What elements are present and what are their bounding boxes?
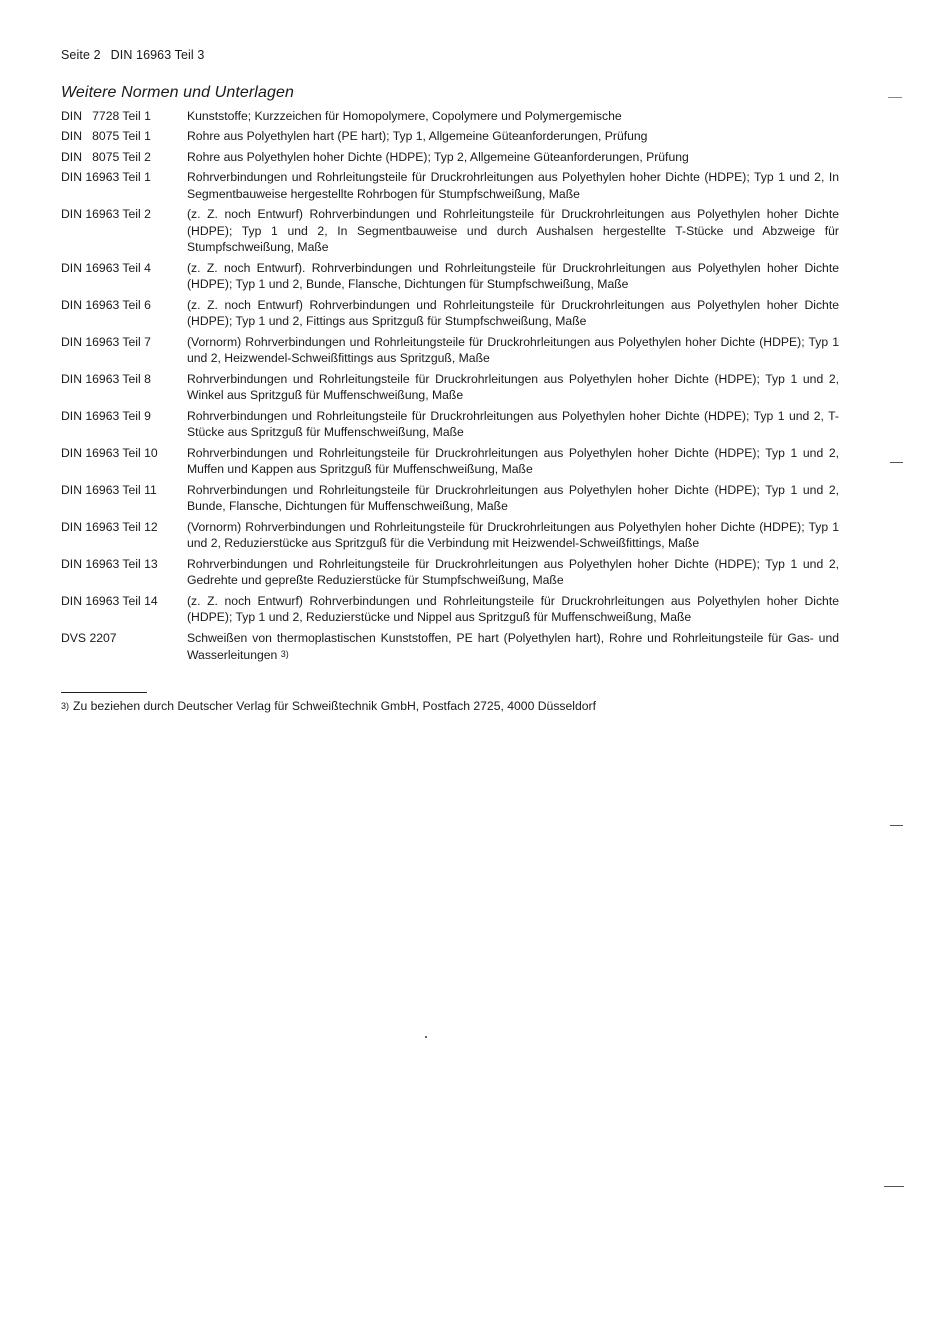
- page-number: Seite 2: [61, 48, 101, 62]
- reference-list: [61, 108, 839, 668]
- reference-text: Schweißen von thermoplastischen Kunststoffen, PE hart (Polyethylen hart), Rohre und Rohrleitungsteile für Gas- und Wasserleitungen: [187, 630, 839, 663]
- reference-code: DIN 16963 Teil 9: [61, 408, 151, 423]
- page-header: [61, 48, 204, 62]
- reference-row: [61, 334, 839, 367]
- reference-row: [61, 630, 839, 664]
- reference-description: (z. Z. noch Entwurf) Rohrverbindungen und Rohrleitungsteile für Druckrohrleitungen aus Polyethylen hoher Dichte (HDPE); Typ 1 und 2, Reduzierstücke und Nippel aus Spritzguß für Muffenschweißung, Maße: [187, 593, 839, 625]
- reference-description: (Vornorm) Rohrverbindungen und Rohrleitungsteile für Druckrohrleitungen aus Polyethylen hoher Dichte (HDPE); Typ 1 und 2, Reduzierstücke aus Spritzguß für die Verbindung mit Heizwendel-Schweißfittings, Maße: [187, 519, 839, 551]
- reference-code: DIN 8075 Teil 1: [61, 129, 151, 144]
- reference-code: DIN 16963 Teil 14: [61, 593, 158, 608]
- reference-description: (z. Z. noch Entwurf) Rohrverbindungen und Rohrleitungsteile für Druckrohrleitungen aus Polyethylen hoher Dichte (HDPE); Typ 1 und 2, In Segmentbauweise und durch Aushalsen hergestellte T-Stücke und Abzweige für Stumpfschweißung, Maße: [187, 206, 839, 255]
- reference-row: [61, 128, 839, 145]
- reference-row: [61, 206, 839, 256]
- reference-description: Rohrverbindungen und Rohrleitungsteile für Druckrohrleitungen aus Polyethylen hoher Dichte (HDPE); Typ 1 und 2, Gedrehte und gepreßte Reduzierstücke für Stumpfschweißung, Maße: [187, 556, 839, 588]
- reference-description: (Vornorm) Rohrverbindungen und Rohrleitungsteile für Druckrohrleitungen aus Polyethylen hoher Dichte (HDPE); Typ 1 und 2, Heizwendel-Schweißfittings aus Spritzguß, Maße: [187, 334, 839, 366]
- reference-row: [61, 108, 839, 125]
- reference-row: [61, 169, 839, 202]
- reference-row: [61, 260, 839, 293]
- reference-description: Rohre aus Polyethylen hart (PE hart); Typ 1, Allgemeine Güteanforderungen, Prüfung: [187, 129, 648, 144]
- reference-code: DIN 16963 Teil 1: [61, 169, 151, 184]
- reference-code: DIN 16963 Teil 7: [61, 334, 151, 349]
- reference-code: DVS 2207: [61, 630, 117, 645]
- reference-description: Rohrverbindungen und Rohrleitungsteile für Druckrohrleitungen aus Polyethylen hoher Dichte (HDPE); Typ 1 und 2, In Segmentbauweise hergestellte Rohrbogen für Stumpfschweißung, Maße: [187, 169, 839, 201]
- reference-code: DIN 16963 Teil 13: [61, 556, 158, 571]
- reference-row: [61, 519, 839, 552]
- reference-description: [187, 630, 839, 664]
- footnote-reference[interactable]: 3): [280, 649, 289, 660]
- footnote-text: Zu beziehen durch Deutscher Verlag für Schweißtechnik GmbH, Postfach 2725, 4000 Düsseldorf: [73, 699, 597, 713]
- reference-row: [61, 371, 839, 404]
- section-title: Weitere Normen und Unterlagen: [61, 84, 294, 101]
- scan-dot: [425, 1036, 427, 1038]
- reference-description: Rohre aus Polyethylen hoher Dichte (HDPE); Typ 2, Allgemeine Güteanforderungen, Prüfung: [187, 149, 689, 164]
- reference-code: DIN 16963 Teil 12: [61, 519, 158, 534]
- margin-mark: [884, 1186, 904, 1187]
- reference-description: Rohrverbindungen und Rohrleitungsteile für Druckrohrleitungen aus Polyethylen hoher Dichte (HDPE); Typ 1 und 2, Bunde, Flansche, Dichtungen für Muffenschweißung, Maße: [187, 482, 839, 514]
- reference-code: DIN 16963 Teil 11: [61, 482, 157, 497]
- reference-code: DIN 16963 Teil 6: [61, 297, 151, 312]
- reference-row: [61, 482, 839, 515]
- reference-code: DIN 16963 Teil 10: [61, 445, 158, 460]
- reference-row: [61, 297, 839, 330]
- reference-row: [61, 445, 839, 478]
- reference-row: [61, 149, 839, 166]
- reference-code: DIN 16963 Teil 4: [61, 260, 151, 275]
- reference-description: Rohrverbindungen und Rohrleitungsteile für Druckrohrleitungen aus Polyethylen hoher Dichte (HDPE); Typ 1 und 2, Winkel aus Spritzguß für Muffenschweißung, Maße: [187, 371, 839, 403]
- reference-code: DIN 7728 Teil 1: [61, 109, 151, 123]
- footnote-mark: 3): [61, 701, 70, 711]
- reference-code: DIN 16963 Teil 2: [61, 206, 151, 221]
- reference-row: [61, 556, 839, 589]
- reference-description: (z. Z. noch Entwurf) Rohrverbindungen und Rohrleitungsteile für Druckrohrleitungen aus Polyethylen hoher Dichte (HDPE); Typ 1 und 2, Fittings aus Spritzguß für Stumpfschweißung, Maße: [187, 297, 839, 329]
- reference-description: Kunststoffe; Kurzzeichen für Homopolymere, Copolymere und Polymergemische: [187, 109, 622, 123]
- margin-mark: [888, 97, 902, 98]
- reference-code: DIN 8075 Teil 2: [61, 149, 151, 164]
- reference-row: [61, 408, 839, 441]
- footnote-divider: [61, 692, 147, 693]
- margin-mark: [890, 825, 903, 826]
- reference-code: DIN 16963 Teil 8: [61, 371, 151, 386]
- document-id: DIN 16963 Teil 3: [110, 48, 205, 62]
- reference-row: [61, 593, 839, 626]
- reference-description: (z. Z. noch Entwurf). Rohrverbindungen und Rohrleitungsteile für Druckrohrleitungen aus Polyethylen hoher Dichte (HDPE); Typ 1 und 2, Bunde, Flansche, Dichtungen für Stumpfschweißung, Maße: [187, 260, 839, 292]
- footnote: [61, 699, 596, 713]
- reference-description: Rohrverbindungen und Rohrleitungsteile für Druckrohrleitungen aus Polyethylen hoher Dichte (HDPE); Typ 1 und 2, Muffen und Kappen aus Spritzguß für Muffenschweißung, Maße: [187, 445, 839, 477]
- margin-mark: [890, 462, 903, 463]
- reference-description: Rohrverbindungen und Rohrleitungsteile für Druckrohrleitungen aus Polyethylen hoher Dichte (HDPE); Typ 1 und 2, T-Stücke aus Spritzguß für Muffenschweißung, Maße: [187, 408, 839, 440]
